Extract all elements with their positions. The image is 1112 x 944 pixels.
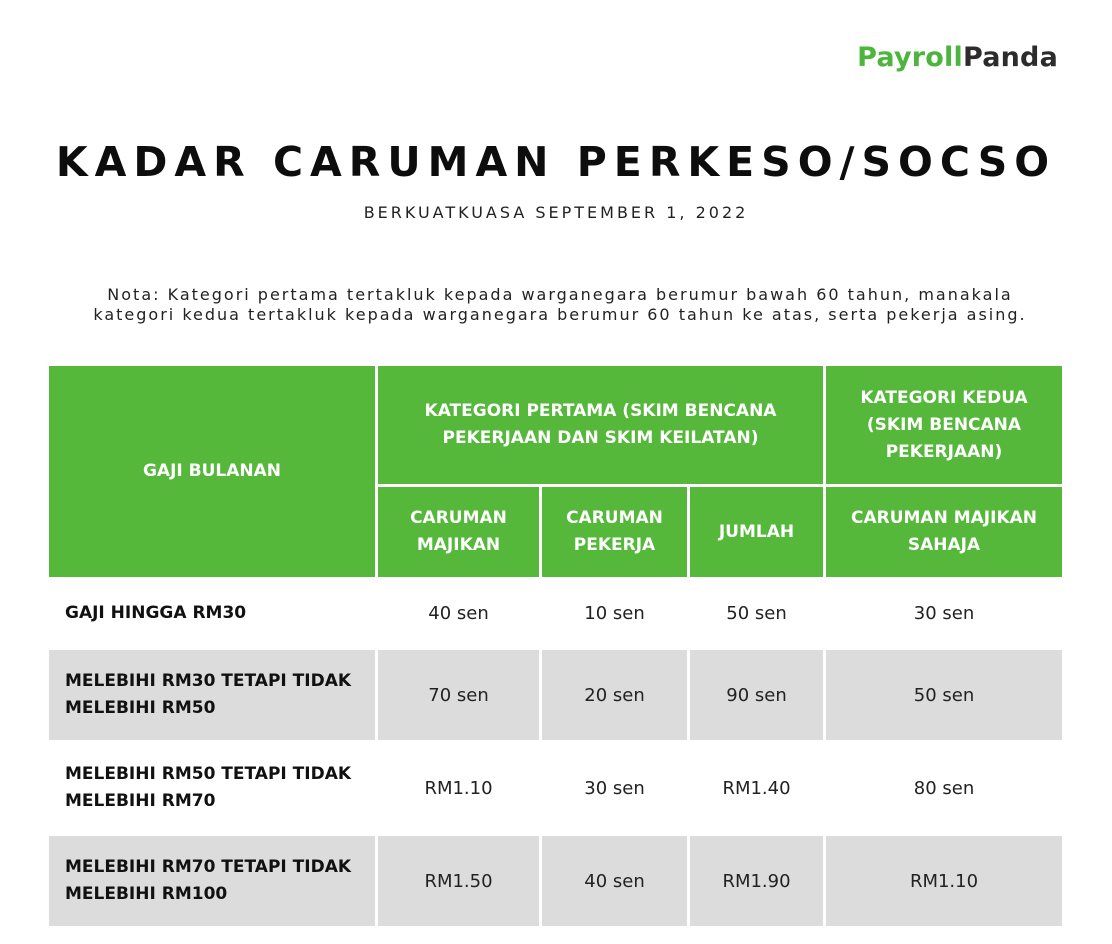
header-caruman-majikan-sahaja: CARUMAN MAJIKAN SAHAJA <box>825 486 1064 579</box>
table-row <box>48 835 1064 928</box>
cell-jumlah: RM1.40 <box>689 742 825 835</box>
note-line-2: kategori kedua tertakluk kepada warganegara berumur 60 tahun ke atas, serta pekerja asing. <box>93 305 1027 324</box>
header-kategori-pertama: KATEGORI PERTAMA (SKIM BENCANA PEKERJAAN DAN SKIM KEILATAN) <box>377 365 825 486</box>
table-header-row <box>48 365 1064 486</box>
row-label: MELEBIHI RM30 TETAPI TIDAK MELEBIHI RM50 <box>48 649 377 742</box>
cell-caruman-majikan-sahaja: 30 sen <box>825 579 1064 649</box>
logo-text-payroll: Payroll <box>857 42 963 73</box>
row-label: GAJI HINGGA RM30 <box>48 579 377 649</box>
header-gaji-bulanan: GAJI BULANAN <box>48 365 377 579</box>
cell-caruman-majikan-sahaja: 80 sen <box>825 742 1064 835</box>
page-subtitle: BERKUATKUASA SEPTEMBER 1, 2022 <box>363 203 749 222</box>
row-label: MELEBIHI RM50 TETAPI TIDAK MELEBIHI RM70 <box>48 742 377 835</box>
payrollpanda-logo <box>857 42 1058 73</box>
cell-caruman-majikan: 70 sen <box>377 649 541 742</box>
header-caruman-majikan: CARUMAN MAJIKAN <box>377 486 541 579</box>
cell-caruman-pekerja: 20 sen <box>541 649 689 742</box>
cell-caruman-majikan: RM1.10 <box>377 742 541 835</box>
note-text <box>40 285 1080 325</box>
table-row <box>48 742 1064 835</box>
note-line-1: Nota: Kategori pertama tertakluk kepada warganegara berumur bawah 60 tahun, manakala <box>107 285 1013 304</box>
cell-jumlah: 90 sen <box>689 649 825 742</box>
cell-caruman-pekerja: 30 sen <box>541 742 689 835</box>
header-kategori-kedua: KATEGORI KEDUA (SKIM BENCANA PEKERJAAN) <box>825 365 1064 486</box>
table-row <box>48 579 1064 649</box>
cell-jumlah: RM1.90 <box>689 835 825 928</box>
header-jumlah: JUMLAH <box>689 486 825 579</box>
cell-caruman-majikan: 40 sen <box>377 579 541 649</box>
cell-caruman-majikan-sahaja: 50 sen <box>825 649 1064 742</box>
cell-caruman-pekerja: 40 sen <box>541 835 689 928</box>
page-title: KADAR CARUMAN PERKESO/SOCSO <box>55 138 1057 186</box>
row-label: MELEBIHI RM70 TETAPI TIDAK MELEBIHI RM100 <box>48 835 377 928</box>
table-row <box>48 649 1064 742</box>
socso-rate-table <box>46 363 1065 929</box>
logo-text-panda: Panda <box>962 42 1058 73</box>
cell-jumlah: 50 sen <box>689 579 825 649</box>
cell-caruman-majikan-sahaja: RM1.10 <box>825 835 1064 928</box>
cell-caruman-majikan: RM1.50 <box>377 835 541 928</box>
cell-caruman-pekerja: 10 sen <box>541 579 689 649</box>
header-caruman-pekerja: CARUMAN PEKERJA <box>541 486 689 579</box>
